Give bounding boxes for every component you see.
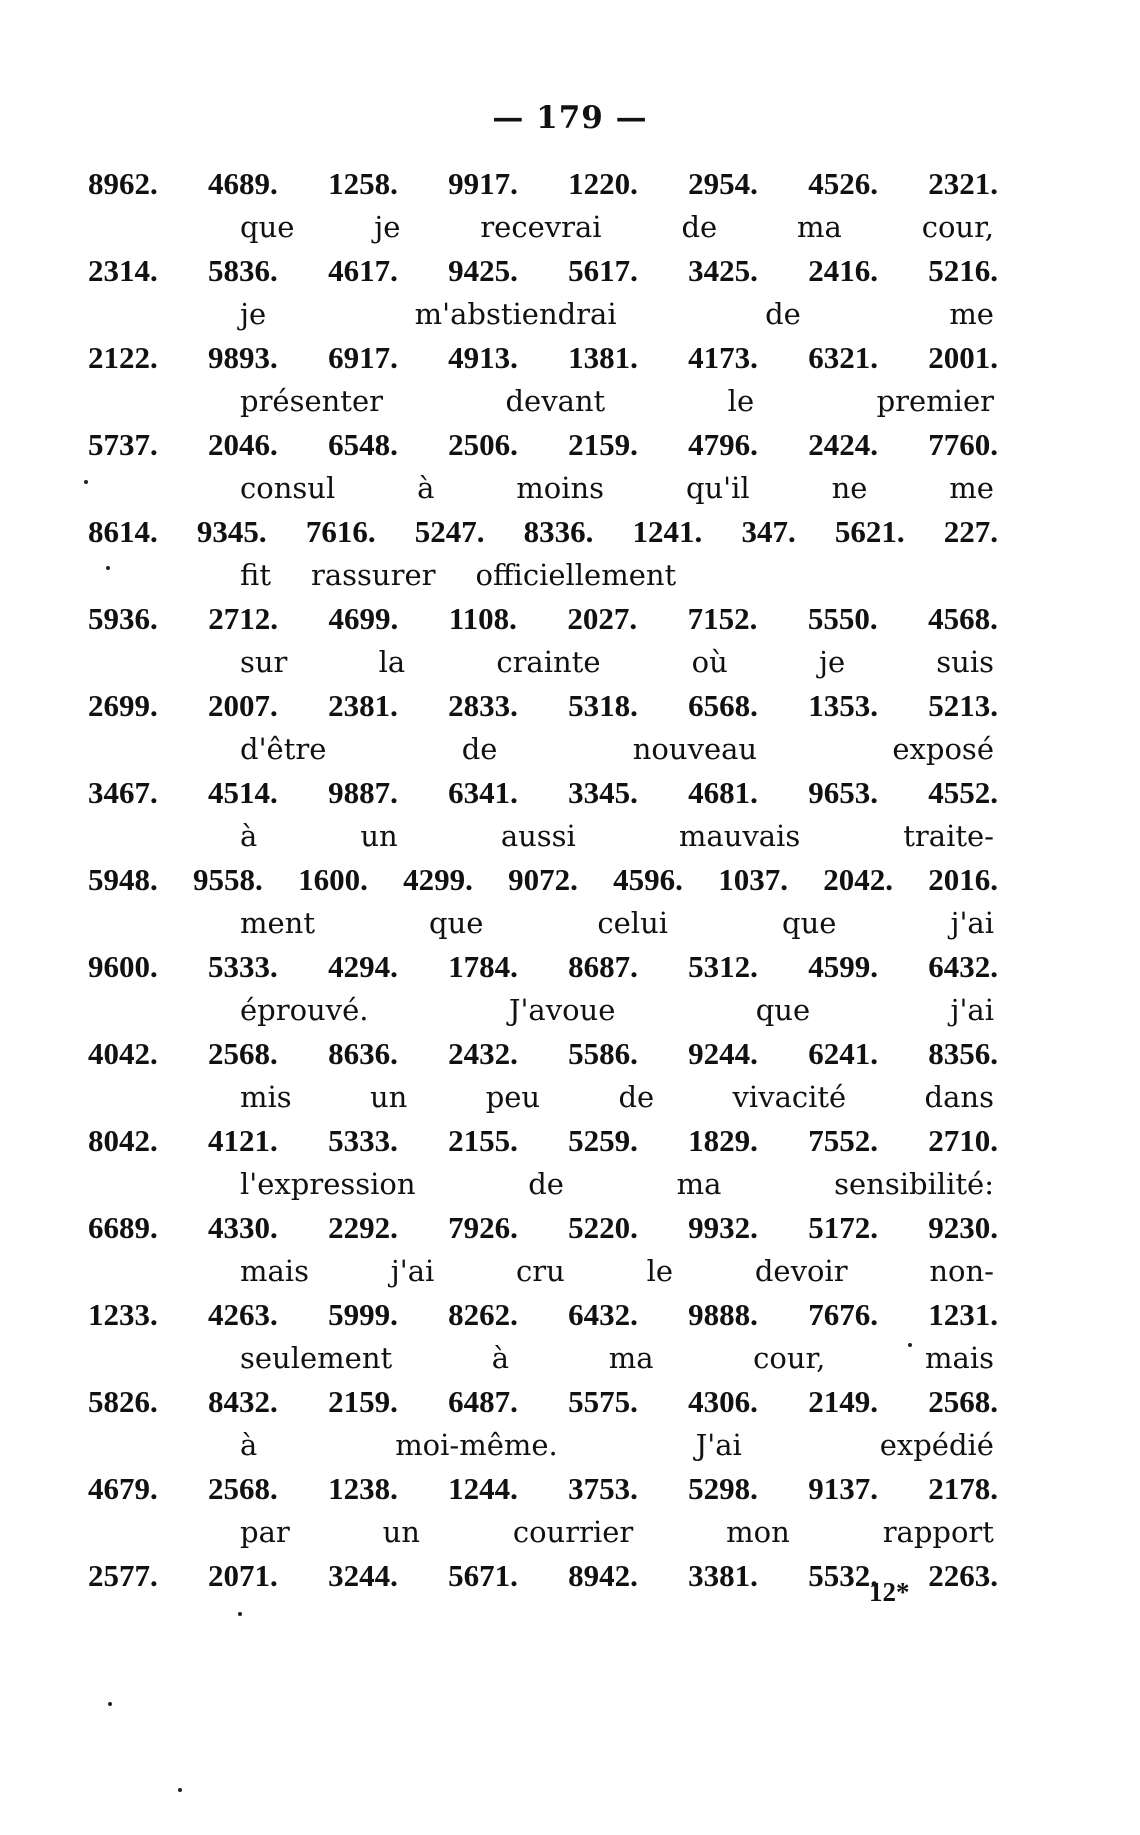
- cipher-number: 9558.: [193, 862, 263, 897]
- plaintext-word: je: [374, 210, 401, 244]
- cipher-number: 4913.: [448, 340, 518, 375]
- cipher-number: 9425.: [448, 253, 518, 288]
- cipher-number: 5575.: [568, 1384, 638, 1419]
- cipher-line-pair: [88, 684, 998, 771]
- plaintext-word: qu'il: [685, 471, 750, 505]
- plaintext-row: [88, 1163, 998, 1206]
- ink-speck: [106, 566, 110, 570]
- cipher-number-row: [88, 1206, 998, 1250]
- cipher-number: 2071.: [208, 1558, 278, 1593]
- cipher-number: 5318.: [568, 688, 638, 723]
- plaintext-word: que: [240, 210, 295, 244]
- cipher-number-row: [88, 1119, 998, 1163]
- cipher-line-pair: [88, 771, 998, 858]
- cipher-number-row: [88, 1293, 998, 1337]
- cipher-number: 5836.: [208, 253, 278, 288]
- plaintext-row: [88, 467, 998, 510]
- ink-speck: [178, 1788, 182, 1792]
- cipher-number: 1600.: [298, 862, 368, 897]
- cipher-number: 6487.: [448, 1384, 518, 1419]
- cipher-number: 4526.: [808, 166, 878, 201]
- cipher-number: 2016.: [928, 862, 998, 897]
- plaintext-word: ne: [831, 471, 868, 505]
- cipher-number: 4596.: [613, 862, 683, 897]
- cipher-number-row: [88, 684, 998, 728]
- plaintext-word: un: [382, 1515, 420, 1549]
- cipher-line-pair: [88, 510, 998, 597]
- cipher-number: 2321.: [928, 166, 998, 201]
- cipher-line-pair: [88, 249, 998, 336]
- cipher-number: 4552.: [928, 775, 998, 810]
- cipher-number: 7616.: [305, 514, 376, 549]
- ink-speck: [238, 1612, 242, 1616]
- cipher-line-pair: [88, 858, 998, 945]
- plaintext-row: [88, 902, 998, 945]
- cipher-number: 4263.: [208, 1297, 278, 1332]
- cipher-number: 2159.: [328, 1384, 398, 1419]
- plaintext-word: moi-même.: [395, 1428, 558, 1462]
- plaintext-word: par: [240, 1515, 290, 1549]
- cipher-number: 2155.: [448, 1123, 518, 1158]
- plaintext-word: celui: [597, 906, 669, 940]
- cipher-number: 1108.: [448, 601, 517, 636]
- cipher-number: 4514.: [208, 775, 278, 810]
- cipher-text-body: [88, 162, 998, 1641]
- plaintext-word: rassurer: [311, 558, 436, 592]
- plaintext-row: [88, 1337, 998, 1380]
- plaintext-row: [88, 641, 998, 684]
- cipher-number: 8356.: [928, 1036, 998, 1071]
- plaintext-word: consul: [240, 471, 336, 505]
- cipher-number: 5948.: [88, 862, 158, 897]
- cipher-number: 3467.: [88, 775, 158, 810]
- signature-mark: 12*: [869, 1577, 910, 1607]
- cipher-number: 3753.: [568, 1471, 638, 1506]
- cipher-number: 1381.: [568, 340, 638, 375]
- plaintext-row: [88, 728, 998, 771]
- plaintext-word: seulement: [240, 1341, 393, 1375]
- plaintext-word: j'ai: [950, 906, 994, 940]
- plaintext-word: suis: [936, 645, 994, 679]
- cipher-number: 4294.: [328, 949, 398, 984]
- cipher-number: 7676.: [808, 1297, 878, 1332]
- plaintext-word: de: [528, 1167, 564, 1201]
- cipher-number: 9893.: [208, 340, 278, 375]
- plaintext-row: [88, 1424, 998, 1467]
- plaintext-word: premier: [876, 384, 994, 418]
- cipher-number: 1353.: [808, 688, 878, 723]
- cipher-number: 1233.: [88, 1297, 158, 1332]
- cipher-number: 3244.: [328, 1558, 398, 1593]
- cipher-number: 2292.: [328, 1210, 398, 1245]
- cipher-line-pair: [88, 162, 998, 249]
- cipher-number: 8614.: [88, 514, 158, 549]
- plaintext-word: sensibilité:: [834, 1167, 994, 1201]
- plaintext-word: non-: [929, 1254, 994, 1288]
- cipher-number: 4121.: [208, 1123, 278, 1158]
- plaintext-word: je: [818, 645, 846, 679]
- plaintext-row: [88, 554, 998, 597]
- plaintext-word: me: [949, 471, 994, 505]
- cipher-number: 2149.: [808, 1384, 878, 1419]
- ink-speck: [84, 480, 88, 484]
- plaintext-word: mis: [240, 1080, 292, 1114]
- plaintext-word: devant: [505, 384, 606, 418]
- cipher-number: 2506.: [448, 427, 518, 462]
- plaintext-word: à: [240, 1428, 258, 1462]
- plaintext-word: crainte: [496, 645, 601, 679]
- cipher-number: 5213.: [928, 688, 998, 723]
- cipher-number: 9653.: [808, 775, 878, 810]
- cipher-number: 5737.: [88, 427, 158, 462]
- plaintext-word: traite-: [903, 819, 994, 853]
- plaintext-word: aussi: [500, 819, 576, 853]
- plaintext-word: l'expression: [240, 1167, 416, 1201]
- cipher-number: 2122.: [88, 340, 158, 375]
- plaintext-word: J'avoue: [508, 993, 616, 1027]
- cipher-number: 5298.: [688, 1471, 758, 1506]
- cipher-number: 1258.: [328, 166, 398, 201]
- cipher-number: 8432.: [208, 1384, 278, 1419]
- cipher-number: 2699.: [88, 688, 158, 723]
- cipher-number: 2432.: [448, 1036, 518, 1071]
- cipher-number: 8336.: [523, 514, 594, 549]
- plaintext-word: fit: [240, 558, 271, 592]
- cipher-number: 2007.: [208, 688, 278, 723]
- cipher-number-row: [88, 1467, 998, 1511]
- plaintext-word: sur: [240, 645, 288, 679]
- cipher-number: 2954.: [688, 166, 758, 201]
- plaintext-row: [88, 989, 998, 1032]
- cipher-number: 4689.: [208, 166, 278, 201]
- page-number: — 179 —: [492, 100, 648, 136]
- plaintext-word: de: [618, 1080, 655, 1114]
- cipher-number: 6917.: [328, 340, 398, 375]
- cipher-number: 4299.: [403, 862, 473, 897]
- cipher-line-pair: [88, 1554, 998, 1641]
- cipher-number: 2159.: [568, 427, 638, 462]
- cipher-number-row: [88, 336, 998, 380]
- plaintext-word: à: [240, 819, 258, 853]
- plaintext-word: dans: [924, 1080, 994, 1114]
- cipher-line-pair: [88, 1032, 998, 1119]
- plaintext-word: je: [240, 297, 267, 331]
- cipher-number: 5586.: [568, 1036, 638, 1071]
- cipher-number: 4699.: [328, 601, 399, 636]
- plaintext-word: un: [370, 1080, 408, 1114]
- plaintext-word: me: [949, 297, 994, 331]
- cipher-number: 4173.: [688, 340, 758, 375]
- cipher-number: 4617.: [328, 253, 398, 288]
- plaintext-word: officiellement: [475, 558, 677, 592]
- cipher-number: 5220.: [568, 1210, 638, 1245]
- plaintext-word: m'abstiendrai: [414, 297, 617, 331]
- cipher-number: 6548.: [328, 427, 398, 462]
- cipher-line-pair: [88, 1119, 998, 1206]
- cipher-number: 2577.: [88, 1558, 158, 1593]
- cipher-number-row: [88, 423, 998, 467]
- cipher-number: 2178.: [928, 1471, 998, 1506]
- plaintext-word: j'ai: [390, 1254, 435, 1288]
- plaintext-word: peu: [485, 1080, 541, 1114]
- plaintext-word: mais: [925, 1341, 994, 1375]
- cipher-number: 2568.: [208, 1471, 278, 1506]
- plaintext-word: ment: [240, 906, 315, 940]
- cipher-number: 5936.: [88, 601, 158, 636]
- cipher-number-row: [88, 510, 998, 554]
- cipher-number: 4681.: [688, 775, 758, 810]
- cipher-number: 3345.: [568, 775, 638, 810]
- cipher-number: 2424.: [808, 427, 878, 462]
- cipher-number: 5216.: [928, 253, 998, 288]
- cipher-number: 4679.: [88, 1471, 158, 1506]
- cipher-line-pair: [88, 945, 998, 1032]
- plaintext-row: [88, 1076, 998, 1119]
- plaintext-word: d'être: [240, 732, 327, 766]
- cipher-number: 5259.: [568, 1123, 638, 1158]
- plaintext-word: présenter: [240, 384, 383, 418]
- cipher-number: 227.: [943, 514, 998, 549]
- plaintext-word: mon: [726, 1515, 790, 1549]
- plaintext-word: j'ai: [950, 993, 994, 1027]
- cipher-number-row: [88, 945, 998, 989]
- plaintext-row: [88, 1511, 998, 1554]
- cipher-number: 5247.: [414, 514, 485, 549]
- cipher-number-row: [88, 858, 998, 902]
- cipher-number: 1231.: [928, 1297, 998, 1332]
- cipher-number: 3381.: [688, 1558, 758, 1593]
- plaintext-word: le: [727, 384, 755, 418]
- cipher-number: 1829.: [688, 1123, 758, 1158]
- plaintext-word: le: [646, 1254, 674, 1288]
- cipher-number: 5671.: [448, 1558, 518, 1593]
- cipher-number-row: [88, 771, 998, 815]
- cipher-number: 7552.: [808, 1123, 878, 1158]
- cipher-number: 8687.: [568, 949, 638, 984]
- plaintext-word: expédié: [879, 1428, 994, 1462]
- plaintext-word: devoir: [754, 1254, 848, 1288]
- plaintext-word: mauvais: [678, 819, 801, 853]
- plaintext-word: cour,: [921, 210, 994, 244]
- plaintext-word: que: [782, 906, 837, 940]
- cipher-number-row: [88, 249, 998, 293]
- cipher-number: 6241.: [808, 1036, 878, 1071]
- cipher-number: 5826.: [88, 1384, 158, 1419]
- plaintext-row: [88, 815, 998, 858]
- plaintext-word: ma: [797, 210, 842, 244]
- cipher-number: 2712.: [208, 601, 279, 636]
- plaintext-word: de: [765, 297, 801, 331]
- plaintext-word: la: [378, 645, 406, 679]
- plaintext-word: nouveau: [632, 732, 758, 766]
- cipher-number: 6568.: [688, 688, 758, 723]
- cipher-number: 2833.: [448, 688, 518, 723]
- plaintext-word: mais: [240, 1254, 309, 1288]
- plaintext-word: que: [429, 906, 484, 940]
- cipher-number-row: [88, 1032, 998, 1076]
- plaintext-word: vivacité: [732, 1080, 847, 1114]
- cipher-line-pair: [88, 597, 998, 684]
- cipher-number: 2027.: [567, 601, 638, 636]
- cipher-number: 6689.: [88, 1210, 158, 1245]
- cipher-number: 2381.: [328, 688, 398, 723]
- cipher-number: 8636.: [328, 1036, 398, 1071]
- cipher-number: 6432.: [568, 1297, 638, 1332]
- cipher-number: 2568.: [928, 1384, 998, 1419]
- cipher-number: 4599.: [808, 949, 878, 984]
- cipher-number: 1241.: [632, 514, 703, 549]
- cipher-number: 7760.: [928, 427, 998, 462]
- plaintext-word: où: [691, 645, 728, 679]
- cipher-line-pair: [88, 336, 998, 423]
- cipher-number: 9244.: [688, 1036, 758, 1071]
- cipher-number: 5333.: [208, 949, 278, 984]
- cipher-number: 2314.: [88, 253, 158, 288]
- cipher-number-row: [88, 1380, 998, 1424]
- cipher-number: 5999.: [328, 1297, 398, 1332]
- cipher-number: 9917.: [448, 166, 518, 201]
- plaintext-word: un: [360, 819, 398, 853]
- plaintext-word: de: [681, 210, 718, 244]
- cipher-number: 5333.: [328, 1123, 398, 1158]
- cipher-number: 1244.: [448, 1471, 518, 1506]
- plaintext-row: [88, 206, 998, 249]
- cipher-number: 5172.: [808, 1210, 878, 1245]
- cipher-number: 347.: [741, 514, 796, 549]
- cipher-number: 2710.: [928, 1123, 998, 1158]
- cipher-number: 4306.: [688, 1384, 758, 1419]
- cipher-number: 5532.: [808, 1558, 878, 1593]
- plaintext-row: [88, 293, 998, 336]
- cipher-number: 9230.: [928, 1210, 998, 1245]
- cipher-number: 7152.: [687, 601, 758, 636]
- cipher-number: 9888.: [688, 1297, 758, 1332]
- plaintext-word: cru: [516, 1254, 565, 1288]
- ink-speck: [908, 1343, 912, 1347]
- cipher-number: 8262.: [448, 1297, 518, 1332]
- cipher-line-pair: [88, 1206, 998, 1293]
- cipher-number: 9137.: [808, 1471, 878, 1506]
- cipher-number: 5621.: [834, 514, 905, 549]
- plaintext-word: J'ai: [695, 1428, 742, 1462]
- cipher-line-pair: [88, 1467, 998, 1554]
- cipher-number: 3425.: [688, 253, 758, 288]
- cipher-number: 6321.: [808, 340, 878, 375]
- cipher-number: 5312.: [688, 949, 758, 984]
- plaintext-word: ma: [608, 1341, 654, 1375]
- plaintext-word: à: [491, 1341, 510, 1375]
- cipher-number: 8042.: [88, 1123, 158, 1158]
- plaintext-word: que: [755, 993, 811, 1027]
- cipher-number-row: [88, 162, 998, 206]
- cipher-number: 9887.: [328, 775, 398, 810]
- plaintext-word: courrier: [512, 1515, 634, 1549]
- plaintext-word: cour,: [753, 1341, 826, 1375]
- cipher-number: 1238.: [328, 1471, 398, 1506]
- cipher-number: 9600.: [88, 949, 158, 984]
- cipher-number: 1220.: [568, 166, 638, 201]
- cipher-line-pair: [88, 423, 998, 510]
- cipher-number: 4568.: [928, 601, 998, 636]
- cipher-number: 5617.: [568, 253, 638, 288]
- cipher-number: 2416.: [808, 253, 878, 288]
- cipher-number: 8942.: [568, 1558, 638, 1593]
- cipher-number-row: [88, 1554, 998, 1598]
- cipher-number: 9932.: [688, 1210, 758, 1245]
- cipher-number: 9345.: [196, 514, 267, 549]
- plaintext-word: exposé: [892, 732, 994, 766]
- cipher-number: 4796.: [688, 427, 758, 462]
- cipher-number: 2046.: [208, 427, 278, 462]
- cipher-number: 2263.: [928, 1558, 998, 1593]
- cipher-number: 9072.: [508, 862, 578, 897]
- plaintext-word: ma: [676, 1167, 722, 1201]
- plaintext-word: rapport: [882, 1515, 994, 1549]
- plaintext-word: de: [461, 732, 498, 766]
- cipher-number: 1784.: [448, 949, 518, 984]
- cipher-number: 2001.: [928, 340, 998, 375]
- cipher-number: 6432.: [928, 949, 998, 984]
- cipher-number: 6341.: [448, 775, 518, 810]
- plaintext-row: [88, 380, 998, 423]
- plaintext-word: moins: [516, 471, 605, 505]
- cipher-number: 2042.: [823, 862, 893, 897]
- plaintext-word: à: [417, 471, 435, 505]
- plaintext-word: éprouvé.: [240, 993, 369, 1027]
- cipher-number: 1037.: [718, 862, 788, 897]
- cipher-number-row: [88, 597, 998, 641]
- cipher-number: 8962.: [88, 166, 158, 201]
- ink-speck: [108, 1702, 112, 1706]
- cipher-number: 5550.: [807, 601, 878, 636]
- cipher-number: 4330.: [208, 1210, 278, 1245]
- cipher-number: 7926.: [448, 1210, 518, 1245]
- plaintext-word: recevrai: [480, 210, 602, 244]
- cipher-line-pair: [88, 1293, 998, 1380]
- plaintext-row: [88, 1250, 998, 1293]
- cipher-line-pair: [88, 1380, 998, 1467]
- cipher-number: 2568.: [208, 1036, 278, 1071]
- cipher-number: 4042.: [88, 1036, 158, 1071]
